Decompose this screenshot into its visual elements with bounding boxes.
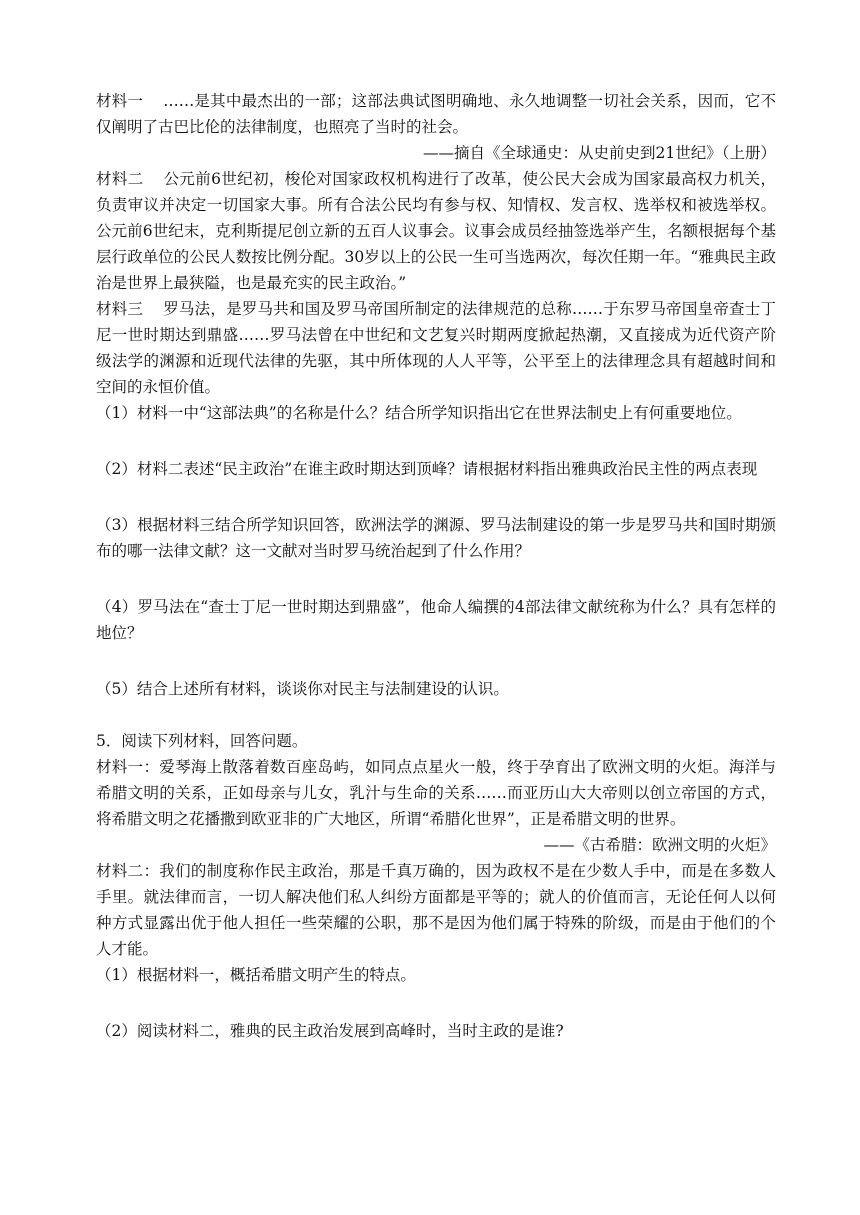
s1-question-1: （1）材料一中“这部法典”的名称是什么？结合所学知识指出它在世界法制史上有何重要地位。 — [96, 404, 742, 422]
s2-question-2: （2）阅读材料二，雅典的民主政治发展到高峰时，当时主政的是谁? — [96, 1022, 564, 1040]
s1-question-4: （4）罗马法在“查士丁尼一世时期达到鼎盛”，他命人编撰的4部法律文献统称为什么？具有怎样的地位？ — [96, 598, 776, 642]
s1-material-2 — [96, 166, 776, 296]
s2-material-1: 材料一：爱琴海上散落着数百座岛屿，如同点点星火一般，终于孕育出了欧洲文明的火炬。海洋与希腊文明的关系，正如母亲与儿女，乳汁与生命的关系……而亚历山大大帝则以创立帝国的方式，将希腊文明之花播撒到欧亚非的广大地区，所谓“希腊化世界”，正是希腊文明的世界。 — [96, 758, 776, 828]
s1-question-2: （2）材料二表述“民主政治”在谁主政时期达到顶峰？请根据材料指出雅典政治民主性的两点表现 — [96, 460, 758, 478]
material-text: ……是其中最杰出的一部；这部法典试图明确地、永久地调整一切社会关系，因而，它不仅阐明了古巴比伦的法律制度，也照亮了当时的社会。 — [96, 92, 776, 136]
s1-material-1 — [96, 88, 776, 140]
material-label: 材料二 — [96, 170, 144, 188]
s1-material-1-source: ——摘自《全球通史：从史前史到21世纪》（上册） — [423, 144, 776, 162]
s2-material-1-source: ——《古希腊：欧洲文明的火炬》 — [543, 836, 776, 854]
s1-question-3: （3）根据材料三结合所学知识回答，欧洲法学的渊源、罗马法制建设的第一步是罗马共和国时期颁布的哪一法律文献？这一文献对当时罗马统治起到了什么作用？ — [96, 516, 776, 560]
document-page — [96, 88, 776, 1044]
s1-material-3 — [96, 296, 776, 400]
s2-question-1: （1）根据材料一，概括希腊文明产生的特点。 — [96, 966, 416, 984]
s2-material-2: 材料二：我们的制度称作民主政治，那是千真万确的，因为政权不是在少数人手中，而是在多数人手里。就法律而言，一切人解决他们私人纠纷方面都是平等的；就人的价值而言，无论任何人以何种方式显露出优于他人担任一些荣耀的公职，那不是因为他们属于特殊的阶级，而是由于他们的个人才能。 — [96, 862, 776, 958]
s1-question-5: （5）结合上述所有材料，谈谈你对民主与法制建设的认识。 — [96, 680, 509, 698]
s2-heading: 5．阅读下列材料，回答问题。 — [96, 732, 308, 750]
material-label: 材料一 — [96, 92, 144, 110]
material-label: 材料三 — [96, 300, 144, 318]
material-text: 罗马法，是罗马共和国及罗马帝国所制定的法律规范的总称……于东罗马帝国皇帝查士丁尼一世时期达到鼎盛……罗马法曾在中世纪和文艺复兴时期两度掀起热潮，又直接成为近代资产阶级法学的渊源和近现代法律的先驱，其中所体现的人人平等，公平至上的法律理念具有超越时间和空间的永恒价值。 — [96, 300, 776, 396]
material-text: 公元前6世纪初，梭伦对国家政权机构进行了改革，使公民大会成为国家最高权力机关，负责审议并决定一切国家大事。所有合法公民均有参与权、知情权、发言权、选举权和被选举权。公元前6世纪末，克利斯提尼创立新的五百人议事会。议事会成员经抽签选举产生，名额根据每个基层行政单位的公民人数按比例分配。30岁以上的公民一生可当选两次，每次任期一年。“雅典民主政治是世界上最狭隘，也是最充实的民主政治。” — [96, 170, 776, 292]
